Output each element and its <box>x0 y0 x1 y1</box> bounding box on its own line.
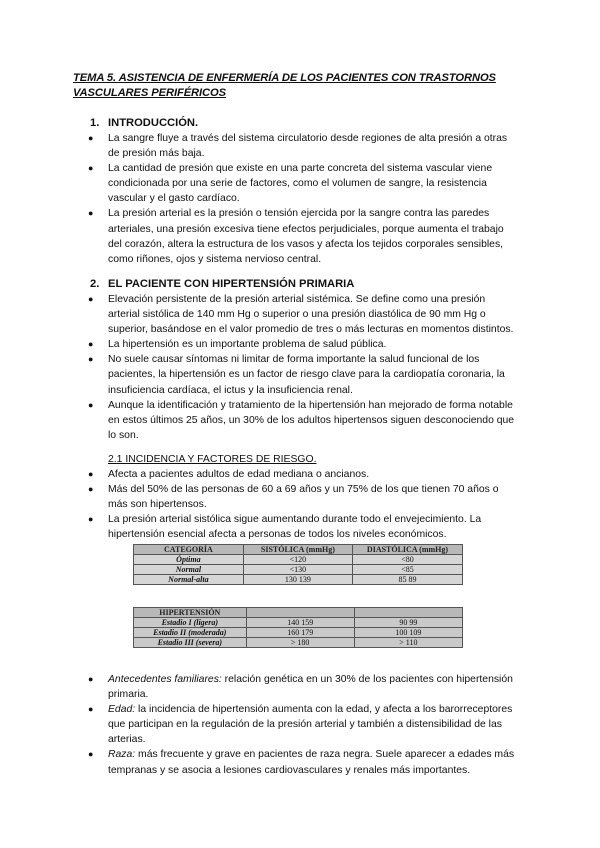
bullet-icon: ● <box>88 294 94 304</box>
bullet-icon: ● <box>88 339 94 350</box>
table-cell: <120 <box>243 555 352 565</box>
list-item: ● Edad: la incidencia de hipertensión aumenta con la edad, y afecta a los barorreceptores que participan en la regulación de la presión arterial y también a distensibilidad de las arterias. <box>88 704 513 746</box>
table-header-cell: DIASTÓLICA (mmHg) <box>352 545 462 555</box>
table-cell: Estadio III (severa) <box>134 638 247 648</box>
list-item: ● Elevación persistente de la presión arterial sistémica. Se define como una presión arterial sistólica de 140 mm Hg o superior o una presión diastólica de 90 mm Hg o superior, basándose en el valor promedio de tres o más lecturas en momentos distintos. <box>88 294 514 336</box>
table-header-row <box>134 608 463 618</box>
table-row <box>134 565 463 575</box>
section-2-list <box>88 292 518 443</box>
table-cell: Estadio I (ligera) <box>134 618 247 628</box>
table-header-cell: CATEGORÍA <box>134 545 244 555</box>
risk-factor-label: Raza: <box>108 749 136 761</box>
table-cell: Óptima <box>134 555 244 565</box>
list-item: ● Antecedentes familiares: relación genética en un 30% de los pacientes con hipertensión primaria. <box>88 674 513 701</box>
bullet-icon: ● <box>88 749 94 760</box>
table-cell: 130 139 <box>243 575 352 585</box>
table-header-cell <box>354 608 462 618</box>
section-2-heading <box>90 277 354 292</box>
bullet-icon: ● <box>88 208 94 219</box>
subsection-2-1-heading: 2.1 INCIDENCIA Y FACTORES DE RIESGO. <box>108 454 317 465</box>
list-item: ● Más del 50% de las personas de 60 a 69 años y un 75% de los que tienen 70 años o más son hipertensos. <box>88 484 499 511</box>
table-row <box>134 555 463 565</box>
section-1-heading <box>90 116 198 131</box>
table-cell: Normal <box>134 565 244 575</box>
list-item: ● No suele causar síntomas ni limitar de forma importante la salud funcional de los pacientes, la hipertensión es un factor de riesgo clave para la cardiopatía coronaria, la insuficiencia cardíaca, el ictus y la insuficiencia renal. <box>88 354 505 396</box>
risk-factor-label: Edad: <box>108 704 136 716</box>
list-item: ● Afecta a pacientes adultos de edad mediana o ancianos. <box>108 467 518 482</box>
table-header-cell <box>246 608 354 618</box>
list-item: ● La cantidad de presión que existe en una parte concreta del sistema vascular viene condicionada por una serie de factores, como el volumen de sangre, la resistencia vascular y el gasto cardíaco. <box>88 163 493 205</box>
table-row <box>134 618 463 628</box>
bullet-icon: ● <box>88 484 94 495</box>
table-cell: <85 <box>352 565 462 575</box>
blood-pressure-category-table <box>133 544 463 585</box>
table-cell: Normal-alta <box>134 575 244 585</box>
bullet-icon: ● <box>88 163 94 174</box>
table-row <box>134 638 463 648</box>
bullet-icon: ● <box>88 354 94 365</box>
section-2-title: EL PACIENTE CON HIPERTENSIÓN PRIMARIA <box>108 278 355 290</box>
risk-factor-label: Antecedentes familiares: <box>108 674 222 685</box>
hypertension-stage-table <box>133 607 463 648</box>
bullet-icon: ● <box>88 704 94 715</box>
bullet-icon: ● <box>88 399 94 410</box>
list-item: ● Raza: más frecuente y grave en pacientes de raza negra. Suele aparecer a edades más tempranas y se asocia a lesiones cardiovasculares y renales más importantes. <box>88 749 515 776</box>
list-item: ● La presión arterial es la presión o tensión ejercida por la sangre contra las paredes arteriales, una presión excesiva tiene efectos perjudiciales, porque aumenta el trabajo del corazón, altera la estructura de los vasos y afecta los tejidos corporales sensibles, como riñones, ojos y sistema nervioso central. <box>88 208 504 265</box>
table-cell: <130 <box>243 565 352 575</box>
table-cell: Estadio II (moderada) <box>134 628 247 638</box>
bullet-icon: ● <box>88 469 94 479</box>
list-item: ● Aunque la identificación y tratamiento de la hipertensión han mejorado de forma notable en estos últimos 25 años, un 30% de los adultos hipertensos siguen desconociendo que lo son. <box>88 399 515 441</box>
table-cell: 100 109 <box>354 628 462 638</box>
bullet-icon: ● <box>88 133 94 143</box>
list-item: ● La sangre fluye a través del sistema circulatorio desde regiones de alta presión a otras de presión más baja. <box>88 133 508 160</box>
table-cell: 140 159 <box>246 618 354 628</box>
section-2-number: 2. <box>90 278 100 290</box>
table-header-cell: SISTÓLICA (mmHg) <box>243 545 352 555</box>
table-cell: 90 99 <box>354 618 462 628</box>
list-item: ● La presión arterial sistólica sigue aumentando durante todo el envejecimiento. La hipertensión esencial afecta a personas de todos los niveles económicos. <box>88 514 482 541</box>
table-cell: > 180 <box>246 638 354 648</box>
section-1-list <box>88 131 518 267</box>
table-cell: 160 179 <box>246 628 354 638</box>
subsection-2-1-list <box>88 467 518 542</box>
document-title: TEMA 5. ASISTENCIA DE ENFERMERÍA DE LOS PACIENTES CON TRASTORNOS VASCULARES PERIFÉRICOS <box>73 72 496 99</box>
table-header-cell: HIPERTENSIÓN <box>134 608 247 618</box>
section-1-title: INTRODUCCIÓN. <box>108 117 199 129</box>
bullet-icon: ● <box>88 514 94 525</box>
table-cell: > 110 <box>354 638 462 648</box>
risk-factors-list <box>88 672 518 778</box>
table-row <box>134 575 463 585</box>
table-header-row <box>134 545 463 555</box>
table-row <box>134 628 463 638</box>
table-cell: 85 89 <box>352 575 462 585</box>
list-item: ● La hipertensión es un importante problema de salud pública. <box>108 337 518 352</box>
table-cell: <80 <box>352 555 462 565</box>
bullet-icon: ● <box>88 674 94 684</box>
section-1-number: 1. <box>90 117 100 129</box>
